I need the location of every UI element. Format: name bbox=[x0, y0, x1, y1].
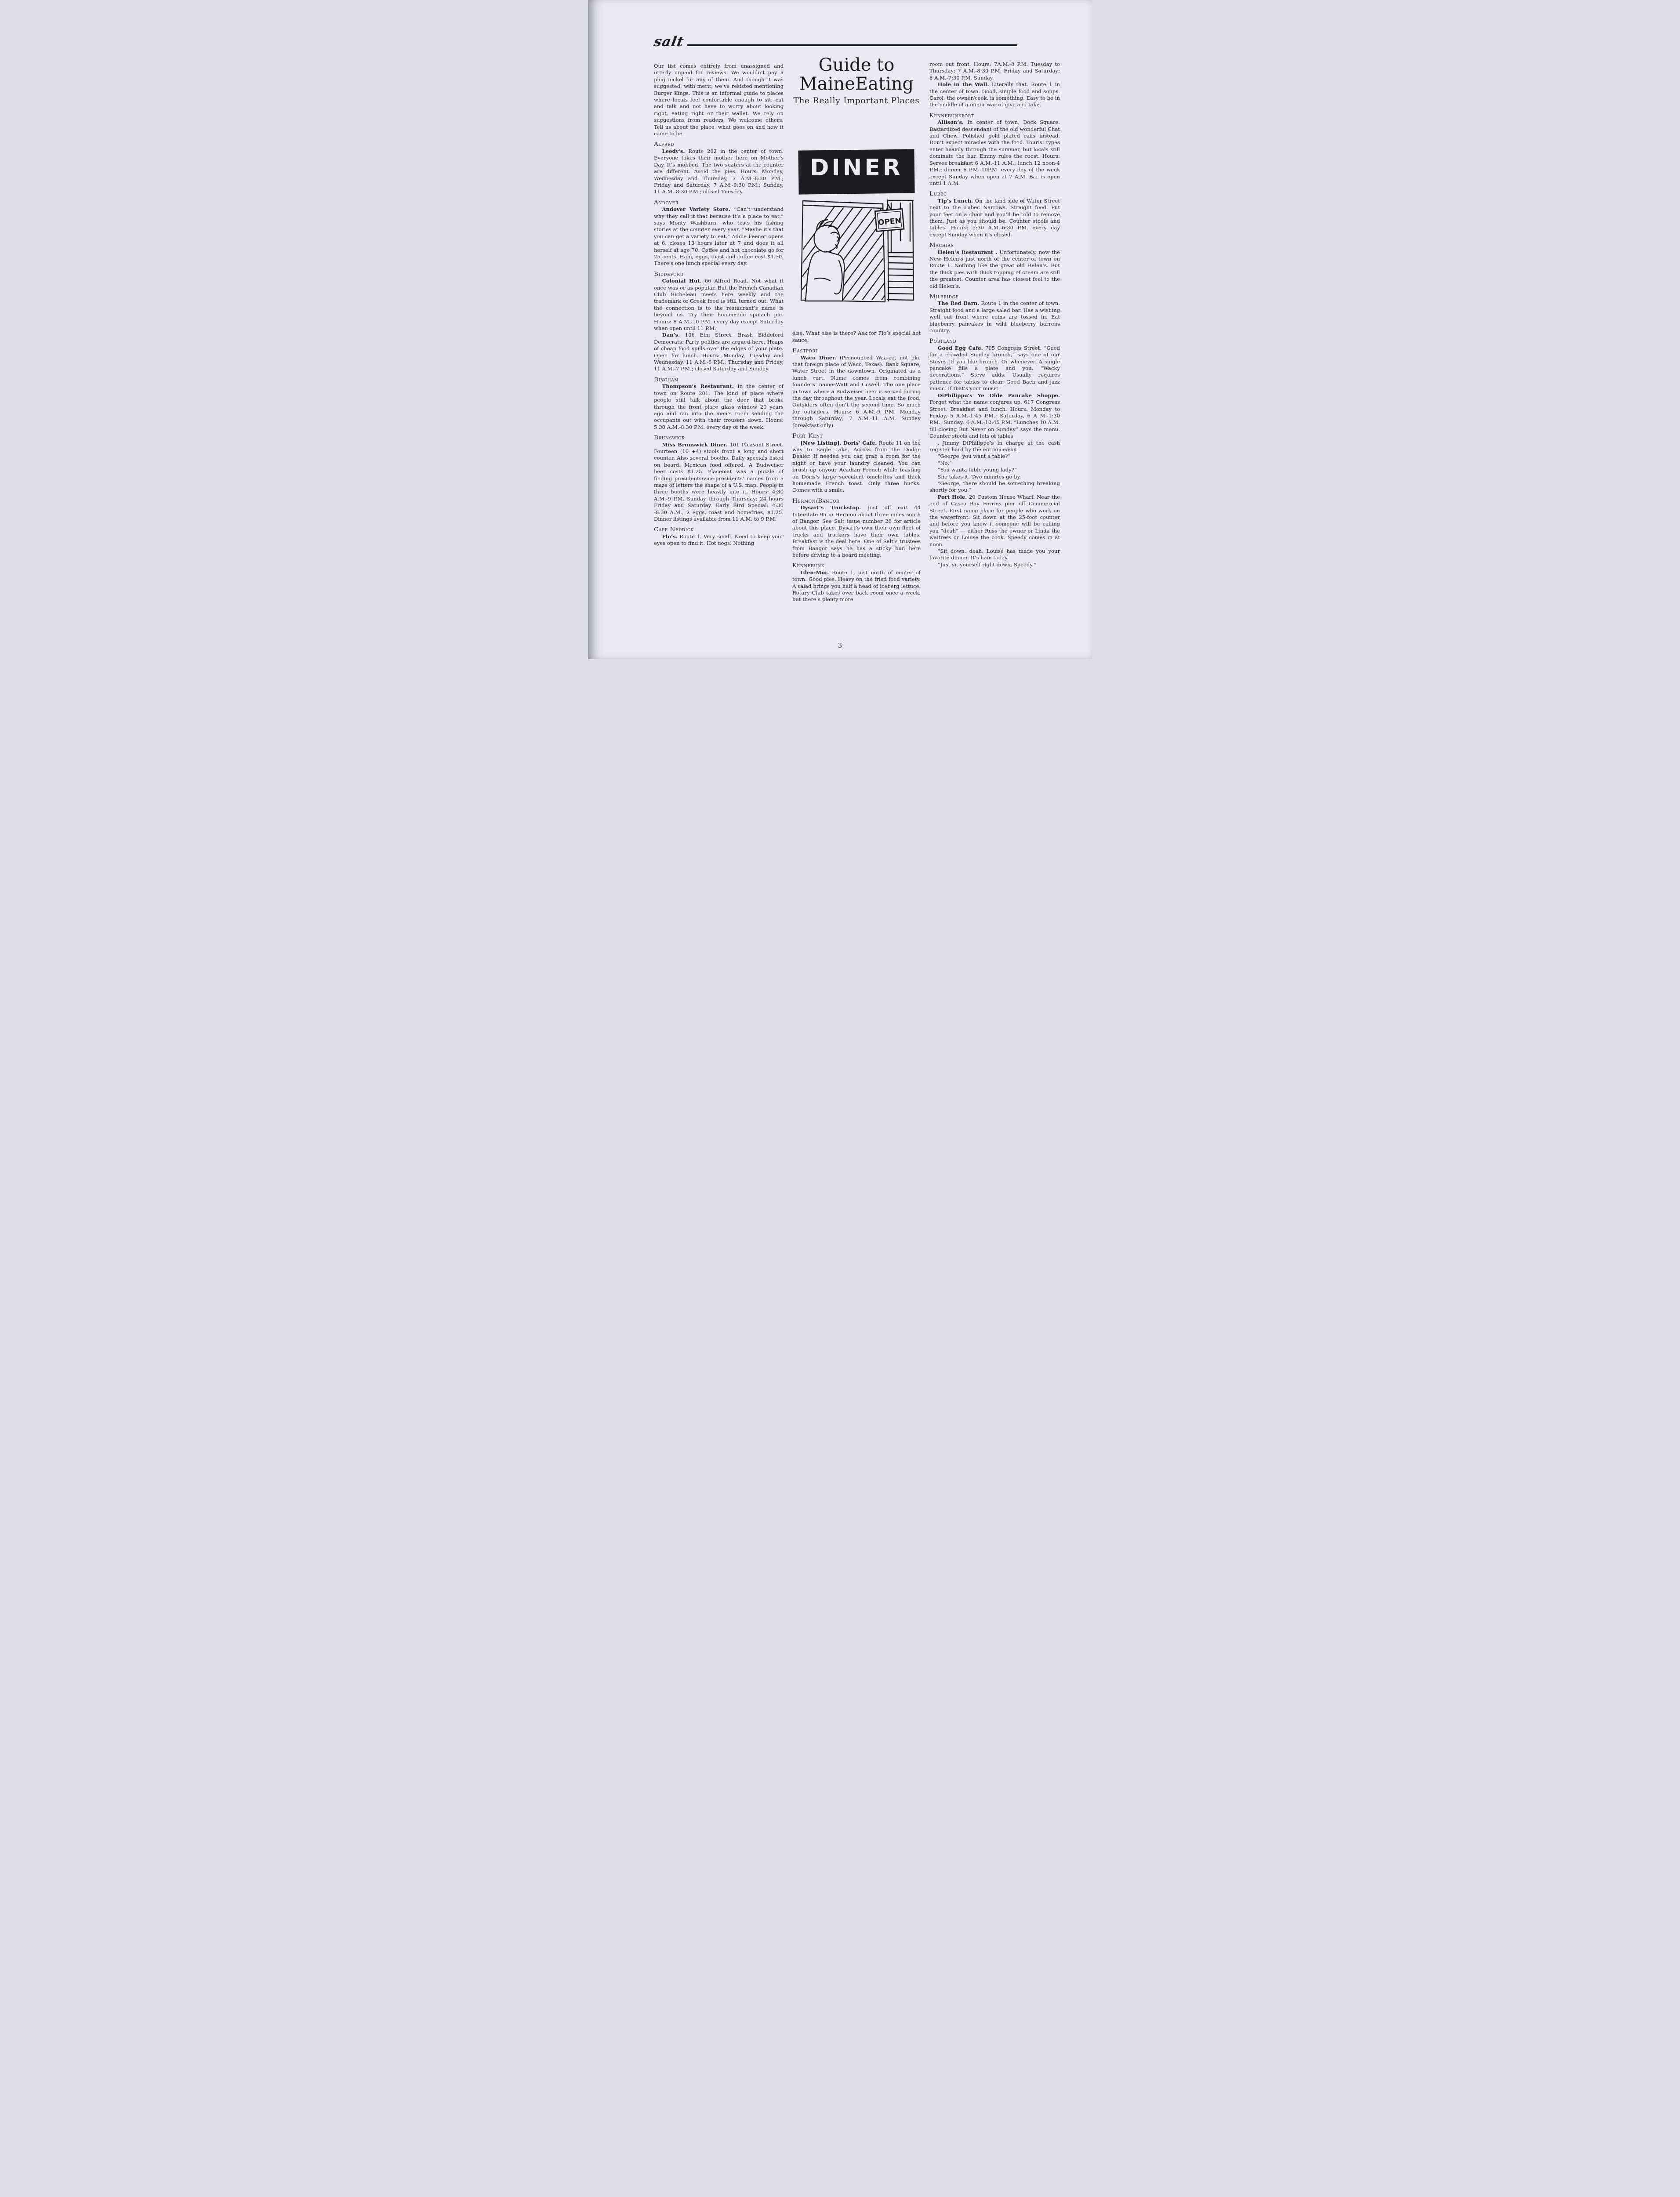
entry-paragraph: Helen’s Restaurant . Unfortunately, now the New Helen’s just north of the center of town on Route 1. Nothing like the great old Helen’s. But the thick pies with thick topping of cream are still the greatest. Counter area has closest feel to the old Helen’s. bbox=[929, 249, 1060, 289]
header-rule bbox=[687, 44, 1017, 46]
page-header bbox=[654, 35, 1017, 50]
section-heading: Bingham bbox=[654, 376, 679, 383]
paragraph: “You wanta table young lady?” bbox=[937, 467, 1017, 473]
section-heading: Fort Kent bbox=[792, 433, 823, 440]
entry-name: Good Egg Cafe. bbox=[937, 344, 983, 351]
page-number: 3 bbox=[838, 642, 842, 649]
section-heading: Eastport bbox=[792, 348, 819, 355]
open-sign bbox=[874, 203, 904, 231]
entry-name: Waco Diner. bbox=[800, 354, 837, 361]
article-title-line1: Guide to bbox=[818, 55, 895, 75]
entry-name: Allison’s. bbox=[937, 119, 964, 126]
entry-name: Dan’s. bbox=[662, 332, 680, 338]
paragraph: “Just sit yourself right down, Speedy.” bbox=[937, 561, 1036, 568]
entry-name: The Red Barn. bbox=[937, 300, 980, 307]
paragraph: “No.” bbox=[937, 460, 952, 466]
diner-sign-text: DINER bbox=[810, 155, 903, 181]
section-heading: Hermon/Bangor bbox=[792, 497, 840, 504]
salt-logo: salt bbox=[653, 34, 686, 50]
entry-name: Andover Variety Store. bbox=[662, 206, 730, 213]
entry-paragraph: Andover Variety Store. “Can’t understand why they call it that because it’s a place to eat,” says Monty Washburn, who tests his fishing stories at the counter every year. “Maybe it’s that you can get a variety to eat.” Addie Feener opens at 6, closes 13 hours later at 7 and does it all herself at age 70. Coffee and hot chocolate go for 25 cents. Ham, eggs, toast and coffee cost $1.50. There’s one lunch special every day. bbox=[654, 206, 784, 267]
entry-name: Glen-Mor. bbox=[800, 569, 829, 576]
entry-name: Port Hole. bbox=[937, 493, 967, 500]
entry-paragraph: Flo’s. Route 1. Very small. Need to keep your eyes open to find it. Hot dogs. Nothing bbox=[654, 533, 784, 547]
entry-paragraph: Glen-Mor. Route 1, just north of center of town. Good pies. Heavy on the fried food variety. A salad brings you half a head of iceberg lettuce. Rotary Club takes over back room once a week, but there’s plenty more bbox=[792, 569, 921, 603]
paragraph: “George, you want a table?” bbox=[937, 453, 1011, 460]
entry-name: Colonial Hut. bbox=[662, 278, 702, 284]
paragraph: “George, there should be something breaking shortly for you.” bbox=[929, 480, 1060, 493]
entry-paragraph: Colonial Hut. 66 Alfred Road. Not what it once was or as popular. But the French Canadian Club Richeleau meets here weekly and the trademark of Greek food is still turned out. What the connection is to the restaurant’s name is beyond us. Try their homemade spinach pie. Hours: 8 A.M.-10 P.M. every day except Saturday when open until 11 P.M. bbox=[654, 278, 784, 332]
section-heading: Kennebunk bbox=[792, 562, 825, 569]
section-heading: Alfred bbox=[654, 141, 675, 148]
article-subtitle: The Really Important Places bbox=[793, 96, 920, 105]
column-middle bbox=[792, 55, 921, 603]
entry-paragraph: Allison’s. In center of town, Dock Square. Bastardized descendant of the old wonderful Chat and Chew. Polished gold plated rails instead. Don’t expect miracles with the food. Tourist types enter heavily through the summer, but locals still dominate the bar. Emmy rules the roost. Hours: Serves breakfast 6 A.M.-11 A.M.; lunch 12 noon-4 P.M.; dinner 6 P.M.-10P.M. every day of the week except Sunday when open at 7 A.M. Bar is open until 1 A.M. bbox=[929, 119, 1060, 186]
paragraph: Our list comes entirely from unassigned and utterly unpaid for reviews. We wouldn’t pay a plug nickel for any of them. And though it was suggested, with merit, we’ve resisted mentioning Burger Kings. This is an informal guide to places where locals feel confortable enough to sit, eat and talk and not have to worry about looking right, eating right or their wallet. We rely on suggestions from readers. We welcome others. Tell us about the place, what goes on and how it came to be. bbox=[654, 63, 784, 137]
entry-paragraph: Hole in the Wall. Literally that. Route 1 in the center of town. Good, simple food and soups. Carol, the owner/cook, is something. Easy to be in the middle of a minor war of give and take. bbox=[929, 81, 1060, 108]
entry-name: [New Listing]. Doris’ Cafe. bbox=[800, 439, 877, 446]
entry-name: Helen’s Restaurant . bbox=[937, 249, 998, 255]
article-title bbox=[792, 56, 921, 94]
section-heading: Kennebunkport bbox=[929, 112, 974, 119]
entry-name: Leedy's. bbox=[662, 148, 685, 154]
magazine-page bbox=[588, 0, 1092, 659]
entry-paragraph: Waco Diner. (Pronounced Waa-co, not like that foreign place of Waco, Texas). Bank Square, Water Street in the downtown. Originated as a lunch cart. Name comes from combining founders’ namesWatt and Cowell. The one place in town where a Budweiser beer is served during the day throughout the year. Locals eat the food. Outsiders often don’t the second time. So much for outsiders. Hours: 6 A.M.-9 P.M. Monday through Saturday; 7 A.M.-11 A.M. Sunday (breakfast only). bbox=[792, 354, 921, 428]
entry-name: Thompson’s Restaurant. bbox=[662, 383, 734, 390]
section-heading: Milbridge bbox=[929, 294, 959, 300]
entry-paragraph: Leedy's. Route 202 in the center of town. Everyone takes their mother here on Mother's Day. It’s mobbed. The two seaters at the counter are different. Avoid the pies. Hours: Monday, Wednesday and Thursday, 7 A.M.-8:30 P.M.; Friday and Saturday, 7 A.M.-9:30 P.M.; Sunday, 11 A.M.-8:30 P.M.; closed Tuesday. bbox=[654, 148, 784, 195]
entry-paragraph: Tip’s Lunch. On the land side of Water Street next to the Lubec Narrows. Straight food. Put your feet on a chair and you’ll be told to remove them. Just as you should be. Counter stools and tables. Hours: 5:30 A.M.-6:30 P.M. every day except Sunday when it’s closed. bbox=[929, 197, 1060, 238]
paragraph: room out front. Hours: 7A.M.-8 P.M. Tuesday to Thursday; 7 A.M.-8:30 P.M. Friday and Saturday; 8 A.M.-7:30 P.M. Sunday. bbox=[929, 61, 1060, 81]
entry-name: Miss Brunswick Diner. bbox=[662, 441, 728, 448]
entry-paragraph: Dan’s. 106 Elm Street. Brash Biddeford Democratic Party politics are argued here. Heaps of cheap food spills over the edges of your plate. Open for lunch. Hours: Monday, Tuesday and Wednesday, 11 A.M.-6 P.M.; Thursday and Friday, 11 A.M.-7 P.M.; closed Saturday and Sunday. bbox=[654, 332, 784, 372]
section-heading: Portland bbox=[929, 338, 957, 345]
open-sign-text: OPEN bbox=[878, 216, 902, 228]
paragraph: . Jimmy DiPhilippo’s in charge at the cash register hard by the entrance/exit. bbox=[929, 439, 1060, 453]
article-title-block bbox=[792, 56, 921, 104]
entry-paragraph: Dysart’s Truckstop. Just off exit 44 Interstate 95 in Hermon about three miles south of Bangor. See Salt issue number 28 for article about this place. Dysart’s own their own fleet of trucks and truckers have their own tables. Breakfast is the deal here. One of Salt’s trustees from Bangor says he has a sticky bun here before driving to a board meeting. bbox=[792, 504, 921, 558]
column-left bbox=[654, 55, 784, 603]
entry-name: Hole in the Wall. bbox=[937, 81, 989, 88]
diner-illustration bbox=[797, 147, 916, 305]
entry-name: Tip’s Lunch. bbox=[937, 197, 973, 204]
column-middle-text bbox=[792, 330, 921, 603]
section-heading: Brunswick bbox=[654, 435, 685, 442]
entry-paragraph: [New Listing]. Doris’ Cafe. Route 11 on the way to Eagle Lake. Across from the Dodge Dealer. If needed you can grab a room for the night or have your laundry cleaned. You can brush up onyour Acadian French while feasting on Doris’s large succulent omelettes and thick homemade French toast. Only three bucks. Comes with a smile. bbox=[792, 439, 921, 493]
section-heading: Andover bbox=[654, 199, 679, 206]
diner-drawing bbox=[797, 147, 916, 303]
paragraph: else. What else is there? Ask for Flo’s special hot sauce. bbox=[792, 330, 921, 343]
entry-paragraph: DiPhilippo’s Ye Olde Pancake Shoppe. Forget what the name conjures up. 617 Congress Street. Breakfast and lunch. Hours: Monday to Friday, 5 A.M.-1:45 P.M.; Saturday, 6 A M.-1:30 P.M.; Sunday: 6 A.M.-12:45 P.M. “Lunches 10 A.M. till closing But Never on Sunday” says the menu. Counter stools and lots of tables bbox=[929, 392, 1060, 439]
entry-paragraph: Miss Brunswick Diner. 101 Pleasant Street. Fourteen (10 +4) stools front a long and short counter. Also several booths. Daily specials listed on board. Mexican food offered. A Budweiser beer costs $1.25. Placemat was a puzzle of finding presidents/vice-presidents’ names from a maze of letters the shape of a U.S. map. People in three booths were heavily into it. Hours: 4:30 A.M.-9 P.M. Sunday through Thursday; 24 hours Friday and Saturday. Early Bird Special: 4:30 -8:30 A.M., 2 eggs, toast and homefries, $1.25. Dinner listings available from 11 A.M. to 9 P.M. bbox=[654, 441, 784, 522]
section-heading: Cape Neddick bbox=[654, 526, 694, 533]
entry-paragraph: Good Egg Cafe. 705 Congress Street. “Good for a crowded Sunday brunch,” says one of our Steves. If you like brunch. Or whenever. A single pancake fills a plate and you. “Wacky decorations,” Steve adds. Usually requires patience for tables to clear. Good Bach and jazz music. If that’s your music. bbox=[929, 344, 1060, 392]
entry-paragraph: Thompson’s Restaurant. In the center of town on Route 201. The kind of place where people still talk about the deer that broke through the front place glass window 20 years ago and ran into the men’s room sending the occupants out with their trousers down. Hours: 5:30 A.M.-8:30 P.M. every day of the week. bbox=[654, 383, 784, 430]
paragraph: “Sit down, deah. Louise has made you your favorite dinner. It’s ham today. bbox=[929, 548, 1060, 561]
column-right bbox=[929, 55, 1060, 603]
entry-paragraph: The Red Barn. Route 1 in the center of town. Straight food and a large salad bar. Has a wishing well out front where coins are tossed in. Eat blueberry pancakes in wild blueberry barrens country. bbox=[929, 300, 1060, 334]
person-figure bbox=[806, 220, 845, 301]
content-columns bbox=[654, 55, 1060, 603]
section-heading: Biddeford bbox=[654, 271, 684, 278]
entry-name: Dysart’s Truckstop. bbox=[800, 504, 861, 511]
entry-paragraph: Port Hole. 20 Custom House Wharf. Near the end of Casco Bay Ferries pier off Commercial Street. First name place for people who work on the waterfront. Sit down at the 25-foot counter and before you know it someone will be calling you “deah” — either Russ the owner or Linda the waitress or Louise the cook. Speedy comes in at noon. bbox=[929, 493, 1060, 547]
entry-name: Flo’s. bbox=[662, 533, 678, 540]
paragraph: She takes it. Two minutes go by. bbox=[937, 473, 1021, 480]
entry-name: DiPhilippo’s Ye Olde Pancake Shoppe. bbox=[937, 392, 1060, 399]
section-heading: Machias bbox=[929, 242, 954, 249]
article-title-line2: MaineEating bbox=[799, 73, 914, 94]
section-heading: Lubec bbox=[929, 191, 947, 198]
